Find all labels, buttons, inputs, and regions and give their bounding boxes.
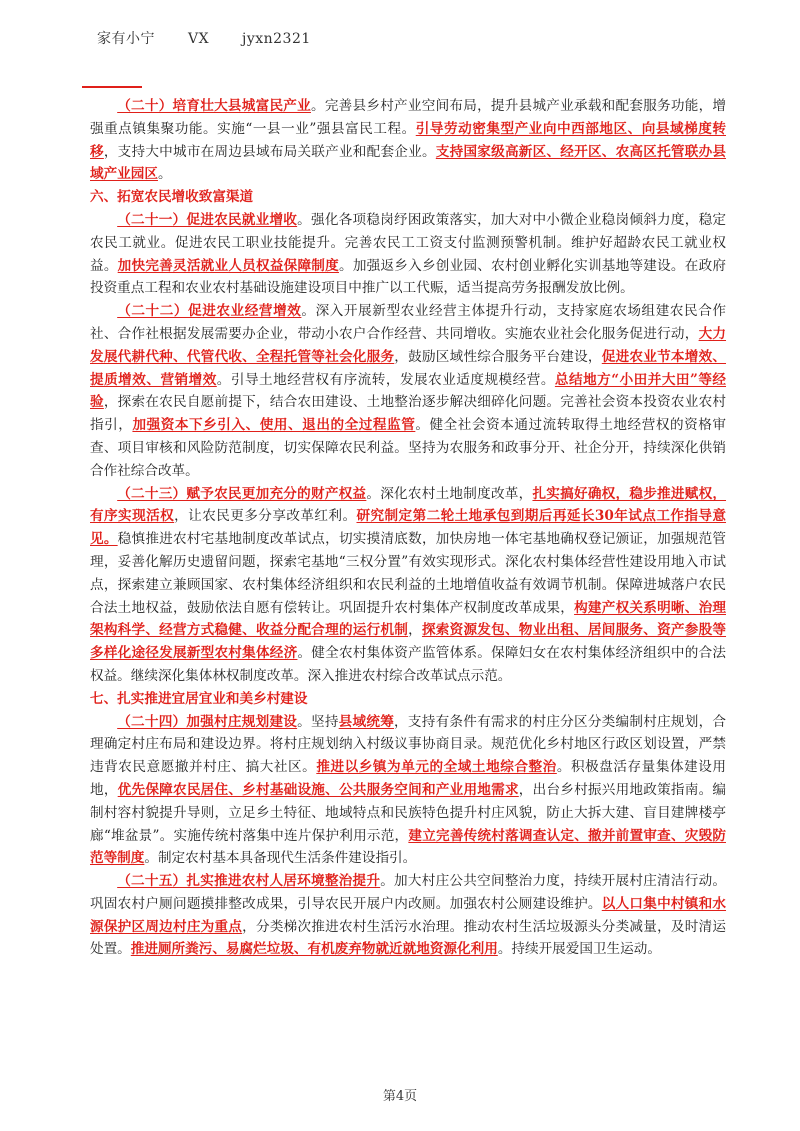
highlighted-text: 以人口集中村镇和水源保护区周边村庄为重点: [90, 895, 727, 935]
body-text: 。深入开展新型农业经营主体提升行动，支持家庭农场组建农民合作社、合作社根据发展需要办企业，带动小农户合作经营、共同增收。实施农业社会化服务促进行动，: [90, 303, 726, 342]
highlighted-text: （二十）培育壮大县城富民产业: [117, 98, 311, 114]
highlighted-text: 加强资本下乡引入、使用、退出的全过程监管: [132, 417, 416, 434]
body-text: 稳慎推进农村宅基地制度改革试点，切实摸清底数，加快房地一体宅基地确权登记颁证，加强规范管理，妥善化解历史遗留问题，探索宅基地“三权分置”有效实现形式。深化农村集体经营性建设用地入市试点，探索建立兼顾国家、农村集体经济组织和农民利益的土地增值收益有效调节机制。保障进城落户农民合法土地权益，鼓励依法自愿有偿转让。巩固提升农村集体产权制度改革成果，: [90, 531, 727, 616]
paragraph: [90, 300, 726, 482]
paragraph: [90, 95, 726, 186]
body-text: ，探索在农民自愿前提下，结合农田建设、土地整治逐步解决细碎化问题。完善社会资本投资农业农村指引，: [90, 394, 727, 434]
highlighted-text: 县域统筹: [338, 713, 395, 730]
page-header: [97, 28, 339, 48]
header-vx: VX: [187, 31, 210, 47]
body-text: 。健全社会资本通过流转取得土地经营权的资格审查、项目审核和风险防范制度，切实保障农民利益。坚持为农服务和政事分开、社企分开，持续深化供销合作社综合改革。: [90, 417, 727, 479]
highlighted-text: 引导劳动密集型产业向中西部地区、向县域梯度转移: [90, 120, 726, 160]
body-text: 。深化农村土地制度改革，: [366, 485, 533, 502]
body-text: 。持续开展爱国卫生运动。: [497, 941, 661, 958]
body-text: 。完善县乡村产业空间布局，提升县城产业承载和配套服务功能，增强重点镇集聚功能。实施“一县一业”强县富民工程。: [90, 98, 727, 137]
paragraph: [90, 483, 726, 688]
body-text: ，支持大中城市在周边县域布局关联产业和配套企业。: [103, 143, 436, 160]
page-number: 第4页: [382, 1089, 418, 1104]
body-text: ，分类梯次推进农村生活污水治理。推动农村生活垃圾源头分类减量，及时清运处置。: [90, 918, 727, 958]
section-heading: [90, 688, 726, 711]
highlighted-text: （二十一）促进农民就业增收: [117, 211, 298, 228]
header-red-rule: [82, 86, 142, 88]
section-heading: [90, 186, 726, 209]
highlighted-text: 支持国家级高新区、经开区、农高区托管联办县域产业园区: [90, 143, 727, 183]
body-text: ，鼓励区域性综合服务平台建设，: [394, 348, 602, 365]
body-text: 。加强返乡入乡创业园、农村创业孵化实训基地等建设。在政府投资重点工程和农业农村基础设施建设项目中推广以工代赈，适当提高劳务报酬发放比例。: [90, 257, 727, 297]
paragraph: [90, 711, 726, 871]
highlighted-text: 总结地方“小田并大田”等经验: [90, 371, 727, 411]
highlighted-text: （二十五）扎实推进农村人居环境整治提升: [117, 873, 381, 890]
highlighted-text: 推进以乡镇为单元的全域土地综合整治: [316, 759, 557, 776]
highlighted-text: 扎实搞好确权，稳步推进赋权，有序实现活权: [90, 485, 727, 525]
section-title-text: 六、拓宽农民增收致富渠道: [90, 189, 254, 206]
highlighted-text: 加快完善灵活就业人员权益保障制度: [117, 257, 339, 274]
body-text: ，出台乡村振兴用地政策指南。编制村容村貌提升导则，立足乡土特征、地域特点和民族特色提升村庄风貌，防止大拆大建、盲目建牌楼亭廊“堆盆景”。实施传统村落集中连片保护利用示范，: [90, 781, 727, 844]
body-text: 。健全农村集体资产监管体系。保障妇女在农村集体经济组织中的合法权益。继续深化集体林权制度改革。深入推进农村综合改革试点示范。: [90, 645, 726, 684]
highlighted-text: 构建产权关系明晰、治理架构科学、经营方式稳健、收益分配合理的运行机制: [90, 599, 726, 639]
highlighted-text: 优先保障农民居住、乡村基础设施、公共服务空间和产业用地需求: [117, 781, 519, 798]
highlighted-text: 研究制定第二轮土地承包到期后再延长30年试点工作指导意见。: [90, 508, 727, 548]
highlighted-text: 探索资源发包、物业出租、居间服务、资产参股等多样化途径发展新型农村集体经济: [90, 622, 727, 662]
body-text: 。强化各项稳岗纾困政策落实，加大对中小微企业稳岗倾斜力度，稳定农民工就业。促进农民工职业技能提升。完善农民工工资支付监测预警机制。维护好超龄农民工就业权益。: [90, 211, 727, 274]
paragraph: [90, 209, 726, 300]
body-text: 。坚持: [297, 713, 339, 730]
paragraph: [90, 870, 726, 961]
highlighted-text: （二十二）促进农业经营增效: [117, 303, 302, 320]
body-text: 。积极盘活存量集体建设用地，: [90, 759, 727, 798]
highlighted-text: 推进厕所粪污、易腐烂垃圾、有机废弃物就近就地资源化利用: [130, 941, 498, 958]
body-text: 。引导土地经营权有序流转，发展农业适度规模经营。: [216, 371, 555, 388]
body-text: ，支持有条件有需求的村庄分区分类编制村庄规划，合理确定村庄布局和建设边界。将村庄规划纳入村级议事协商目录。规范优化乡村地区行政区划设置，严禁违背农民意愿撤并村庄、搞大社区。: [90, 713, 727, 776]
highlighted-text: 大力发展代耕代种、代管代收、全程托管等社会化服务: [90, 325, 727, 365]
body-text: ，让农民更多分享改革红利。: [174, 508, 357, 525]
highlighted-text: （二十三）赋予农民更加充分的财产权益: [117, 485, 367, 502]
highlighted-text: （二十四）加强村庄规划建设: [117, 713, 298, 730]
header-name: 家有小宁: [97, 31, 155, 47]
body-text: 。制定农村基本具备现代生活条件建设指引。: [144, 850, 417, 867]
highlighted-text: 促进农业节本增效、提质增效、营销增效: [90, 348, 727, 388]
body-text: 。: [157, 166, 172, 183]
header-id: jyxn2321: [241, 31, 311, 47]
body-text: 。加大村庄公共空间整治力度，持续开展村庄清洁行动。巩固农村户厕问题摸排整改成果，引导农民开展户内改厕。加强农村公厕建设维护。: [90, 873, 727, 912]
document-body: [90, 95, 726, 961]
section-title-text: 七、扎实推进宜居宜业和美乡村建设: [90, 690, 308, 707]
highlighted-text: 建立完善传统村落调查认定、撤并前置审查、灾毁防范等制度: [90, 827, 726, 867]
body-text: ，: [408, 622, 422, 639]
